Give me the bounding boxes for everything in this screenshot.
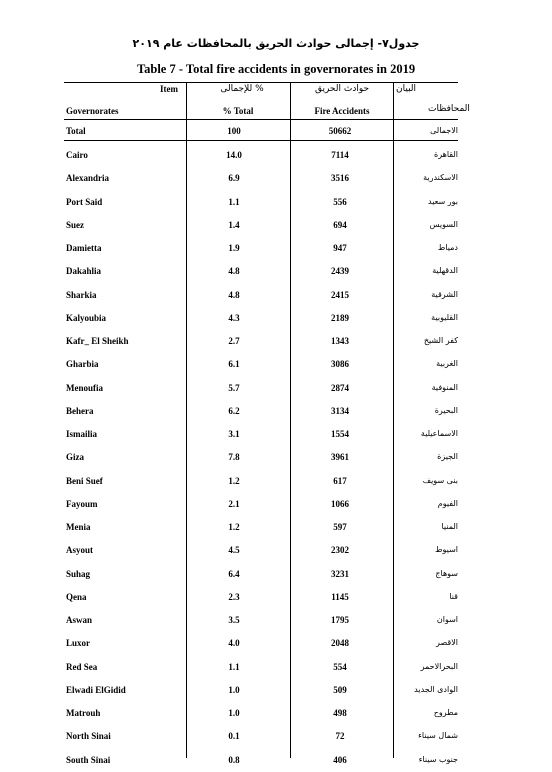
- header-item: Item: [160, 84, 178, 94]
- fire-accidents-value: 2048: [331, 638, 349, 649]
- fire-accidents-value: 1795: [331, 615, 349, 625]
- table-row: [64, 708, 458, 724]
- governorate-name-ar: اسيوط: [435, 545, 458, 555]
- percent-total: 1.1: [228, 196, 240, 207]
- table-row: [64, 662, 458, 678]
- governorate-name-ar: الشرقية: [431, 289, 458, 299]
- governorate-name-ar: الاسكندرية: [423, 173, 458, 183]
- governorate-name: Alexandria: [66, 173, 110, 184]
- total-row: [64, 126, 458, 142]
- percent-total: 1.2: [228, 475, 240, 486]
- percent-total: 1.9: [228, 243, 240, 253]
- governorate-name: Matrouh: [66, 708, 101, 718]
- table-row: [64, 522, 458, 538]
- governorate-name: Cairo: [66, 150, 88, 160]
- table-row: [64, 545, 458, 561]
- fire-accidents-value: 1145: [331, 591, 349, 602]
- fire-accidents-value: 617: [333, 475, 347, 486]
- percent-total: 7.8: [228, 452, 240, 463]
- table-title-english: Table 7 - Total fire accidents in governorates in 2019: [136, 62, 416, 76]
- governorate-name: Sharkia: [66, 289, 97, 300]
- percent-total: 4.8: [228, 289, 240, 300]
- governorate-name-ar: الغربية: [436, 359, 458, 369]
- percent-total: 3.5: [228, 615, 240, 625]
- fire-accidents-value: 3134: [331, 405, 349, 416]
- percent-total: 4.3: [228, 312, 240, 323]
- fire-accidents-value: 597: [333, 522, 347, 532]
- percent-total: 4.0: [228, 638, 240, 649]
- governorate-name-ar: بنى سويف: [422, 475, 458, 485]
- table-row: [64, 359, 458, 375]
- governorate-name-ar: جنوب سيناء: [418, 754, 458, 764]
- table-row: [64, 173, 458, 189]
- governorate-name: Kafr_ El Sheikh: [66, 336, 129, 346]
- fire-accidents-value: 2415: [331, 289, 349, 300]
- percent-total: 4.8: [228, 266, 240, 277]
- governorate-name-ar: الدقهلية: [432, 266, 458, 276]
- header-pct-ar: % للإجمالى: [220, 84, 264, 94]
- percent-total: 1.4: [228, 219, 240, 230]
- percent-total: 4.5: [228, 545, 240, 556]
- governorate-name-ar: القاهرة: [434, 150, 458, 159]
- table-row: [64, 592, 458, 608]
- governorate-name: Luxor: [66, 638, 91, 649]
- table-row: [64, 499, 458, 515]
- percent-total: 6.9: [228, 173, 240, 184]
- governorate-name: Elwadi ElGidid: [66, 684, 126, 695]
- percent-total: 3.1: [228, 429, 240, 439]
- governorate-name: Red Sea: [66, 661, 98, 672]
- governorate-name: Beni Suef: [66, 475, 103, 486]
- percent-total: 1.0: [228, 684, 240, 695]
- percent-total: 2.1: [228, 498, 240, 509]
- governorate-name: Port Said: [66, 196, 103, 207]
- table-row: [64, 638, 458, 654]
- governorate-name-ar: سوهاج: [435, 568, 458, 578]
- percent-total: 14.0: [226, 150, 242, 160]
- fire-accidents-value: 2189: [331, 312, 349, 323]
- governorate-name: Menia: [66, 522, 91, 532]
- percent-total: 6.4: [228, 568, 240, 579]
- governorate-name: Fayoum: [66, 498, 98, 509]
- governorate-name: Behera: [66, 405, 94, 416]
- header-bottom-rule: [64, 119, 458, 120]
- fire-accidents-value: 1066: [331, 498, 349, 509]
- governorate-name-ar: الفيوم: [437, 498, 458, 508]
- governorate-name-ar: اسوان: [436, 615, 458, 624]
- governorate-name-ar: مطروح: [433, 708, 458, 717]
- governorate-name: Giza: [66, 452, 84, 463]
- total-label-ar: الاجمالى: [430, 126, 458, 135]
- table-row: [64, 220, 458, 236]
- total-value: 50662: [328, 126, 352, 136]
- table-row: [64, 429, 458, 445]
- fire-accidents-value: 554: [333, 661, 347, 672]
- governorate-name-ar: شمال سيناء: [418, 731, 458, 741]
- governorate-name-ar: كفر الشيخ: [423, 336, 458, 345]
- fire-accidents-value: 2439: [331, 266, 349, 277]
- percent-total: 6.2: [228, 405, 240, 416]
- governorate-name: Kalyoubia: [66, 312, 107, 323]
- fire-accidents-value: 947: [333, 243, 347, 253]
- percent-total: 0.1: [228, 731, 240, 742]
- governorate-name-ar: المنيا: [441, 522, 458, 531]
- table-row: [64, 383, 458, 399]
- percent-total: 2.3: [228, 591, 240, 602]
- fire-accidents-value: 1343: [331, 336, 349, 346]
- table-row: [64, 615, 458, 631]
- fire-accidents-value: 7114: [331, 150, 349, 160]
- fire-accidents-value: 406: [333, 754, 347, 765]
- fire-accidents-value: 509: [333, 684, 347, 695]
- governorate-name: Gharbia: [66, 359, 99, 370]
- governorate-name: Dakahlia: [66, 266, 102, 277]
- governorate-name-ar: الاسماعيلية: [420, 429, 458, 438]
- governorate-name-ar: الجيزة: [437, 452, 458, 462]
- fire-accidents-value: 2874: [331, 382, 349, 393]
- fire-accidents-value: 498: [333, 708, 347, 718]
- percent-total: 0.8: [228, 754, 240, 765]
- header-governorates-en: Governorates: [66, 106, 119, 116]
- governorate-name: Aswan: [66, 615, 93, 625]
- governorate-name-ar: الوادى الجديد: [414, 684, 458, 694]
- table-row: [64, 406, 458, 422]
- percent-total: 1.2: [228, 522, 240, 532]
- table-row: [64, 243, 458, 259]
- governorate-name-ar: الاقصر: [436, 638, 458, 648]
- percent-total: 6.1: [228, 359, 240, 370]
- header-bayan-ar: البيان: [396, 84, 417, 94]
- table-row: [64, 266, 458, 282]
- fire-accidents-value: 694: [333, 219, 347, 230]
- table-row: [64, 569, 458, 585]
- fire-accidents-value: 2302: [331, 545, 349, 556]
- governorate-name-ar: المنوفية: [431, 382, 458, 392]
- governorate-name: Asyout: [66, 545, 94, 556]
- fire-accidents-value: 3961: [331, 452, 349, 463]
- header-governorates-ar: المحافظات: [428, 104, 470, 114]
- total-pct: 100: [227, 126, 241, 136]
- table-row: [64, 150, 458, 166]
- governorate-name: Suhag: [66, 568, 91, 579]
- percent-total: 5.7: [228, 382, 240, 393]
- governorate-name-ar: البحرالاحمر: [420, 661, 458, 671]
- governorate-name: Ismailia: [66, 429, 98, 439]
- governorate-name-ar: القليوبية: [431, 312, 458, 322]
- table-row: [64, 197, 458, 213]
- governorate-name-ar: السويس: [429, 219, 458, 229]
- total-label: Total: [66, 126, 86, 136]
- governorate-name: South Sinai: [66, 754, 111, 765]
- table-top-rule: [64, 82, 458, 83]
- governorate-name: Suez: [66, 219, 84, 230]
- header-fire-en: Fire Accidents: [314, 106, 370, 116]
- governorate-name-ar: البحيرة: [434, 405, 458, 415]
- table-row: [64, 313, 458, 329]
- fire-accidents-value: 72: [335, 731, 345, 742]
- header-fire-ar: حوادث الحريق: [314, 84, 370, 94]
- table-row: [64, 685, 458, 701]
- governorate-name-ar: قنا: [449, 591, 458, 601]
- table-row: [64, 452, 458, 468]
- governorate-name-ar: بور سعيد: [428, 196, 458, 206]
- governorate-name: Menoufia: [66, 382, 103, 393]
- governorate-name-ar: دمياط: [437, 243, 458, 252]
- table-title-arabic: جدول٧- إجمالى حوادث الحريق بالمحافظات عام ٢٠١٩: [132, 37, 420, 50]
- table-row: [64, 476, 458, 492]
- fire-accidents-value: 3231: [331, 568, 349, 579]
- governorate-name: Qena: [66, 591, 87, 602]
- percent-total: 1.1: [228, 661, 240, 672]
- fire-accidents-value: 3086: [331, 359, 349, 370]
- table-row: [64, 336, 458, 352]
- percent-total: 2.7: [228, 336, 240, 346]
- fire-accidents-value: 3516: [331, 173, 349, 184]
- governorate-name: Damietta: [66, 243, 102, 253]
- header-pct-en: % Total: [222, 106, 254, 116]
- fire-accidents-value: 556: [333, 196, 347, 207]
- percent-total: 1.0: [228, 708, 240, 718]
- table-row: [64, 755, 458, 771]
- governorate-name: North Sinai: [66, 731, 111, 742]
- table-row: [64, 731, 458, 747]
- table-row: [64, 290, 458, 306]
- fire-accidents-value: 1554: [331, 429, 349, 439]
